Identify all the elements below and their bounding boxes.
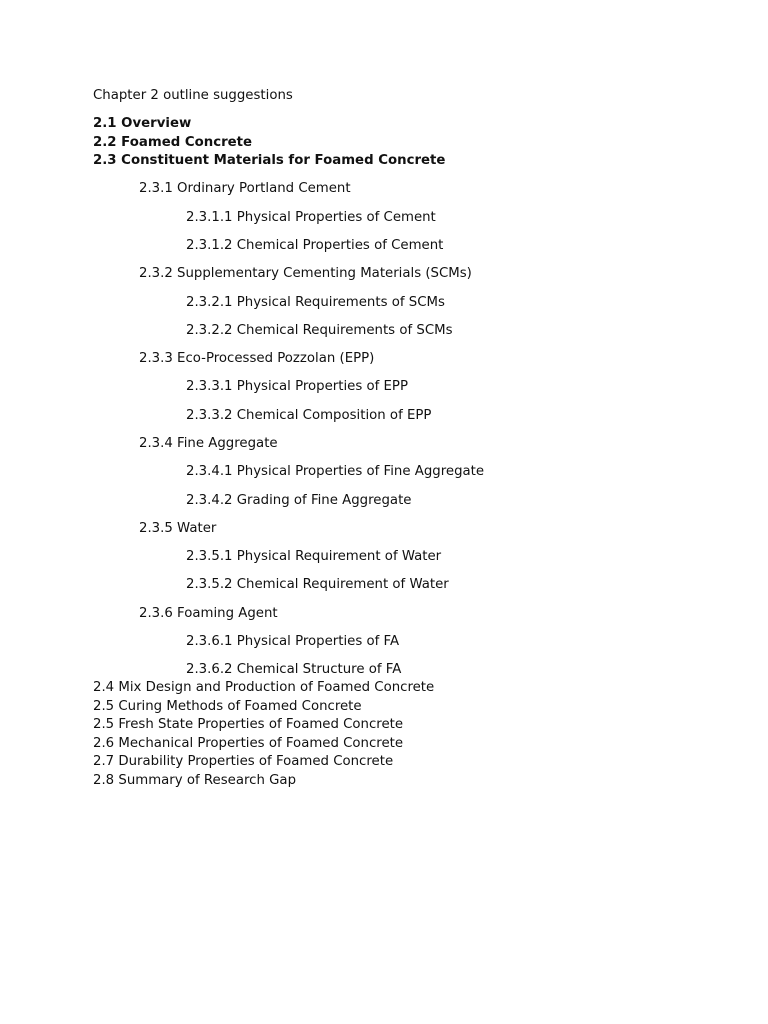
section-2-6-mechanical-properties: 2.6 Mechanical Properties of Foamed Concrete [93, 736, 404, 751]
subsection-2-3-2: 2.3.2 Supplementary Cementing Materials (SCMs) [139, 266, 472, 281]
section-2-8-summary-research-gap: 2.8 Summary of Research Gap [93, 773, 297, 788]
subsection-2-3-3-1: 2.3.3.1 Physical Properties of EPP [186, 379, 408, 394]
subsection-2-3-5-1: 2.3.5.1 Physical Requirement of Water [186, 549, 442, 564]
subsection-2-3-5-2: 2.3.5.2 Chemical Requirement of Water [186, 577, 449, 592]
outline-heading: Chapter 2 outline suggestions [93, 88, 293, 103]
subsection-2-3-4-2: 2.3.4.2 Grading of Fine Aggregate [186, 493, 412, 508]
subsection-2-3-4-1: 2.3.4.1 Physical Properties of Fine Aggregate [186, 464, 485, 479]
subsection-2-3-4: 2.3.4 Fine Aggregate [139, 436, 278, 451]
subsection-2-3-5: 2.3.5 Water [139, 521, 217, 536]
subsection-2-3-2-1: 2.3.2.1 Physical Requirements of SCMs [186, 295, 445, 310]
subsection-2-3-6-1: 2.3.6.1 Physical Properties of FA [186, 634, 400, 649]
subsection-2-3-1-1: 2.3.1.1 Physical Properties of Cement [186, 210, 436, 225]
subsection-2-3-6: 2.3.6 Foaming Agent [139, 606, 278, 621]
subsection-2-3-3: 2.3.3 Eco-Processed Pozzolan (EPP) [139, 351, 375, 366]
subsection-2-3-1-2: 2.3.1.2 Chemical Properties of Cement [186, 238, 444, 253]
section-2-1-overview: 2.1 Overview [93, 116, 192, 131]
section-2-3-constituent-materials: 2.3 Constituent Materials for Foamed Concrete [93, 153, 446, 168]
section-2-2-foamed-concrete: 2.2 Foamed Concrete [93, 135, 253, 150]
subsection-2-3-1: 2.3.1 Ordinary Portland Cement [139, 181, 351, 196]
section-2-7-durability-properties: 2.7 Durability Properties of Foamed Concrete [93, 754, 394, 769]
section-2-4-mix-design: 2.4 Mix Design and Production of Foamed Concrete [93, 680, 435, 695]
subsection-2-3-3-2: 2.3.3.2 Chemical Composition of EPP [186, 408, 432, 423]
subsection-2-3-6-2: 2.3.6.2 Chemical Structure of FA [186, 662, 402, 677]
section-2-5-curing-methods: 2.5 Curing Methods of Foamed Concrete [93, 699, 362, 714]
subsection-2-3-2-2: 2.3.2.2 Chemical Requirements of SCMs [186, 323, 453, 338]
section-2-5-fresh-state-properties: 2.5 Fresh State Properties of Foamed Concrete [93, 717, 404, 732]
